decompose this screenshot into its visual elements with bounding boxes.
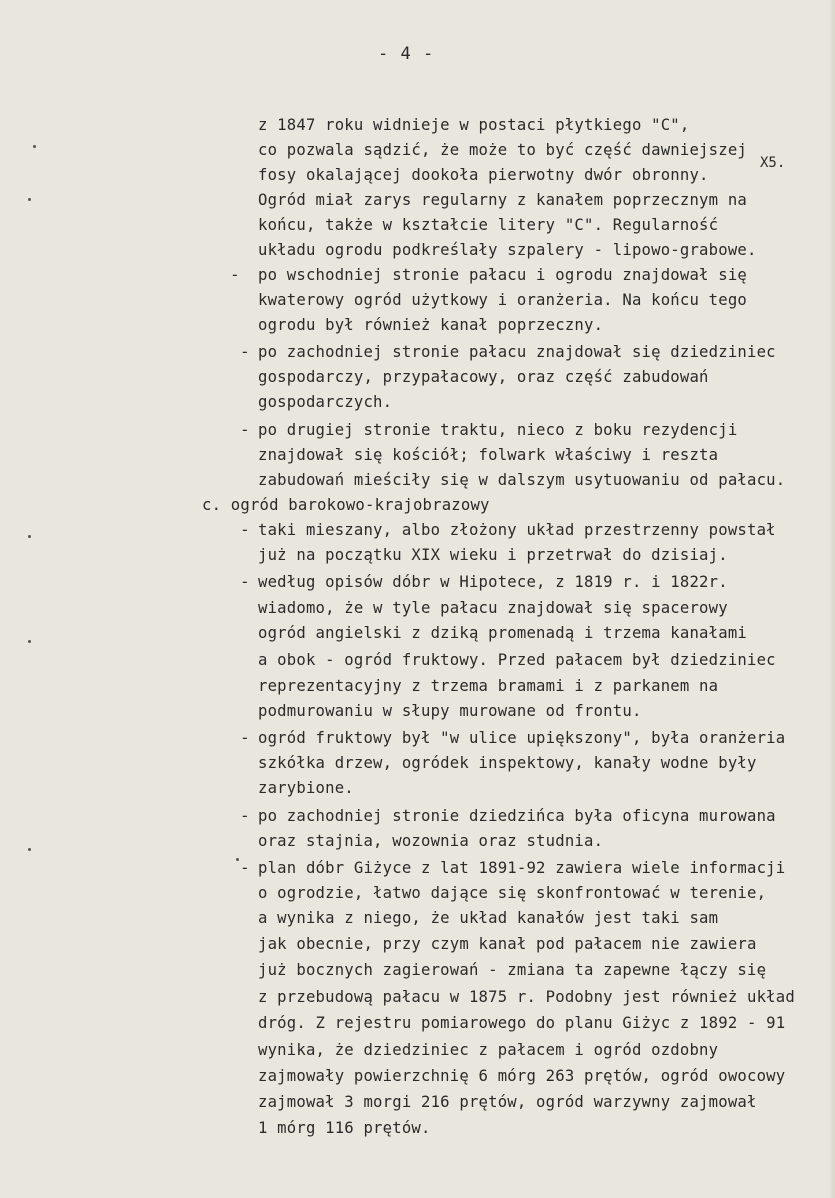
text-line: gospodarczych. bbox=[258, 393, 393, 411]
text-line: zarybione. bbox=[258, 779, 354, 797]
bullet-dash: - bbox=[240, 342, 250, 361]
text-line: końcu, także w kształcie litery "C". Regularność bbox=[258, 216, 719, 234]
bullet-dash: - bbox=[240, 806, 250, 825]
text-line: gospodarczy, przypałacowy, oraz część zabudowań bbox=[258, 368, 709, 386]
margin-mark bbox=[28, 640, 31, 643]
text-line: ogród fruktowy był "w ulice upiększony", była oranżeria bbox=[258, 729, 786, 747]
bullet-dash: - bbox=[240, 420, 250, 439]
text-line: wynika, że dziedziniec z pałacem i ogród ozdobny bbox=[258, 1041, 719, 1059]
text-line: plan dóbr Giżyce z lat 1891-92 zawiera wiele informacji bbox=[258, 859, 786, 877]
text-line: po zachodniej stronie pałacu znajdował się dziedziniec bbox=[258, 343, 776, 361]
text-line: znajdował się kościół; folwark właściwy i reszta bbox=[258, 446, 719, 464]
text-line: już bocznych zagierowań - zmiana ta zapewne łączy się bbox=[258, 961, 767, 979]
text-line: o ogrodzie, łatwo dające się skonfrontować w terenie, bbox=[258, 884, 767, 902]
bullet-dash: - bbox=[240, 520, 250, 539]
footnote-reference: X5. bbox=[760, 155, 786, 171]
text-line: kwaterowy ogród użytkowy i oranżeria. Na końcu tego bbox=[258, 291, 747, 309]
text-line: dróg. Z rejestru pomiarowego do planu Giżyc z 1892 - 91 bbox=[258, 1014, 786, 1032]
text-line: reprezentacyjny z trzema bramami i z parkanem na bbox=[258, 677, 719, 695]
text-line: po wschodniej stronie pałacu i ogrodu znajdował się bbox=[258, 266, 747, 284]
text-line: według opisów dóbr w Hipotece, z 1819 r. i 1822r. bbox=[258, 573, 728, 591]
text-line: wiadomo, że w tyle pałacu znajdował się spacerowy bbox=[258, 599, 728, 617]
text-line: po drugiej stronie traktu, nieco z boku rezydencji bbox=[258, 421, 738, 439]
page-edge-shadow bbox=[829, 0, 835, 1198]
margin-mark bbox=[33, 145, 36, 148]
section-heading: c. ogród barokowo-krajobrazowy bbox=[202, 496, 490, 514]
text-line: szkółka drzew, ogródek inspektowy, kanały wodne były bbox=[258, 754, 757, 772]
text-line: ogrodu był również kanał poprzeczny. bbox=[258, 316, 604, 334]
text-line: z 1847 roku widnieje w postaci płytkiego "C", bbox=[258, 116, 690, 134]
text-line: już na początku XIX wieku i przetrwał do dzisiaj. bbox=[258, 546, 728, 564]
bullet-dash: - bbox=[240, 858, 250, 877]
margin-mark bbox=[28, 848, 31, 851]
text-line: zajmował 3 morgi 216 prętów, ogród warzywny zajmował bbox=[258, 1093, 757, 1111]
text-line: jak obecnie, przy czym kanał pod pałacem nie zawiera bbox=[258, 935, 757, 953]
text-line: podmurowaniu w słupy murowane od frontu. bbox=[258, 702, 642, 720]
text-line: po zachodniej stronie dziedzińca była oficyna murowana bbox=[258, 807, 776, 825]
text-line: fosy okalającej dookoła pierwotny dwór obronny. bbox=[258, 166, 709, 184]
text-line: ogród angielski z dziką promenadą i trzema kanałami bbox=[258, 624, 747, 642]
text-line: zajmowały powierzchnię 6 mórg 263 prętów, ogród owocowy bbox=[258, 1067, 786, 1085]
text-line: co pozwala sądzić, że może to być część dawniejszej bbox=[258, 141, 747, 159]
margin-mark bbox=[28, 535, 31, 538]
bullet-dash: - bbox=[240, 572, 250, 591]
margin-mark bbox=[236, 858, 239, 861]
text-line: a wynika z niego, że układ kanałów jest taki sam bbox=[258, 909, 719, 927]
text-line: a obok - ogród fruktowy. Przed pałacem był dziedziniec bbox=[258, 651, 776, 669]
text-line: z przebudową pałacu w 1875 r. Podobny jest również układ bbox=[258, 988, 795, 1006]
bullet-dash: - bbox=[240, 728, 250, 747]
margin-mark bbox=[28, 198, 31, 201]
page-number: - 4 - bbox=[378, 44, 435, 64]
text-line: 1 mórg 116 prętów. bbox=[258, 1119, 431, 1137]
text-line: Ogród miał zarys regularny z kanałem poprzecznym na bbox=[258, 191, 747, 209]
text-line: taki mieszany, albo złożony układ przestrzenny powstał bbox=[258, 521, 776, 539]
text-line: oraz stajnia, wozownia oraz studnia. bbox=[258, 832, 604, 850]
text-line: zabudowań mieściły się w dalszym usytuowaniu od pałacu. bbox=[258, 471, 786, 489]
bullet-dash: - bbox=[230, 265, 240, 284]
text-line: układu ogrodu podkreślały szpalery - lipowo-grabowe. bbox=[258, 241, 757, 259]
